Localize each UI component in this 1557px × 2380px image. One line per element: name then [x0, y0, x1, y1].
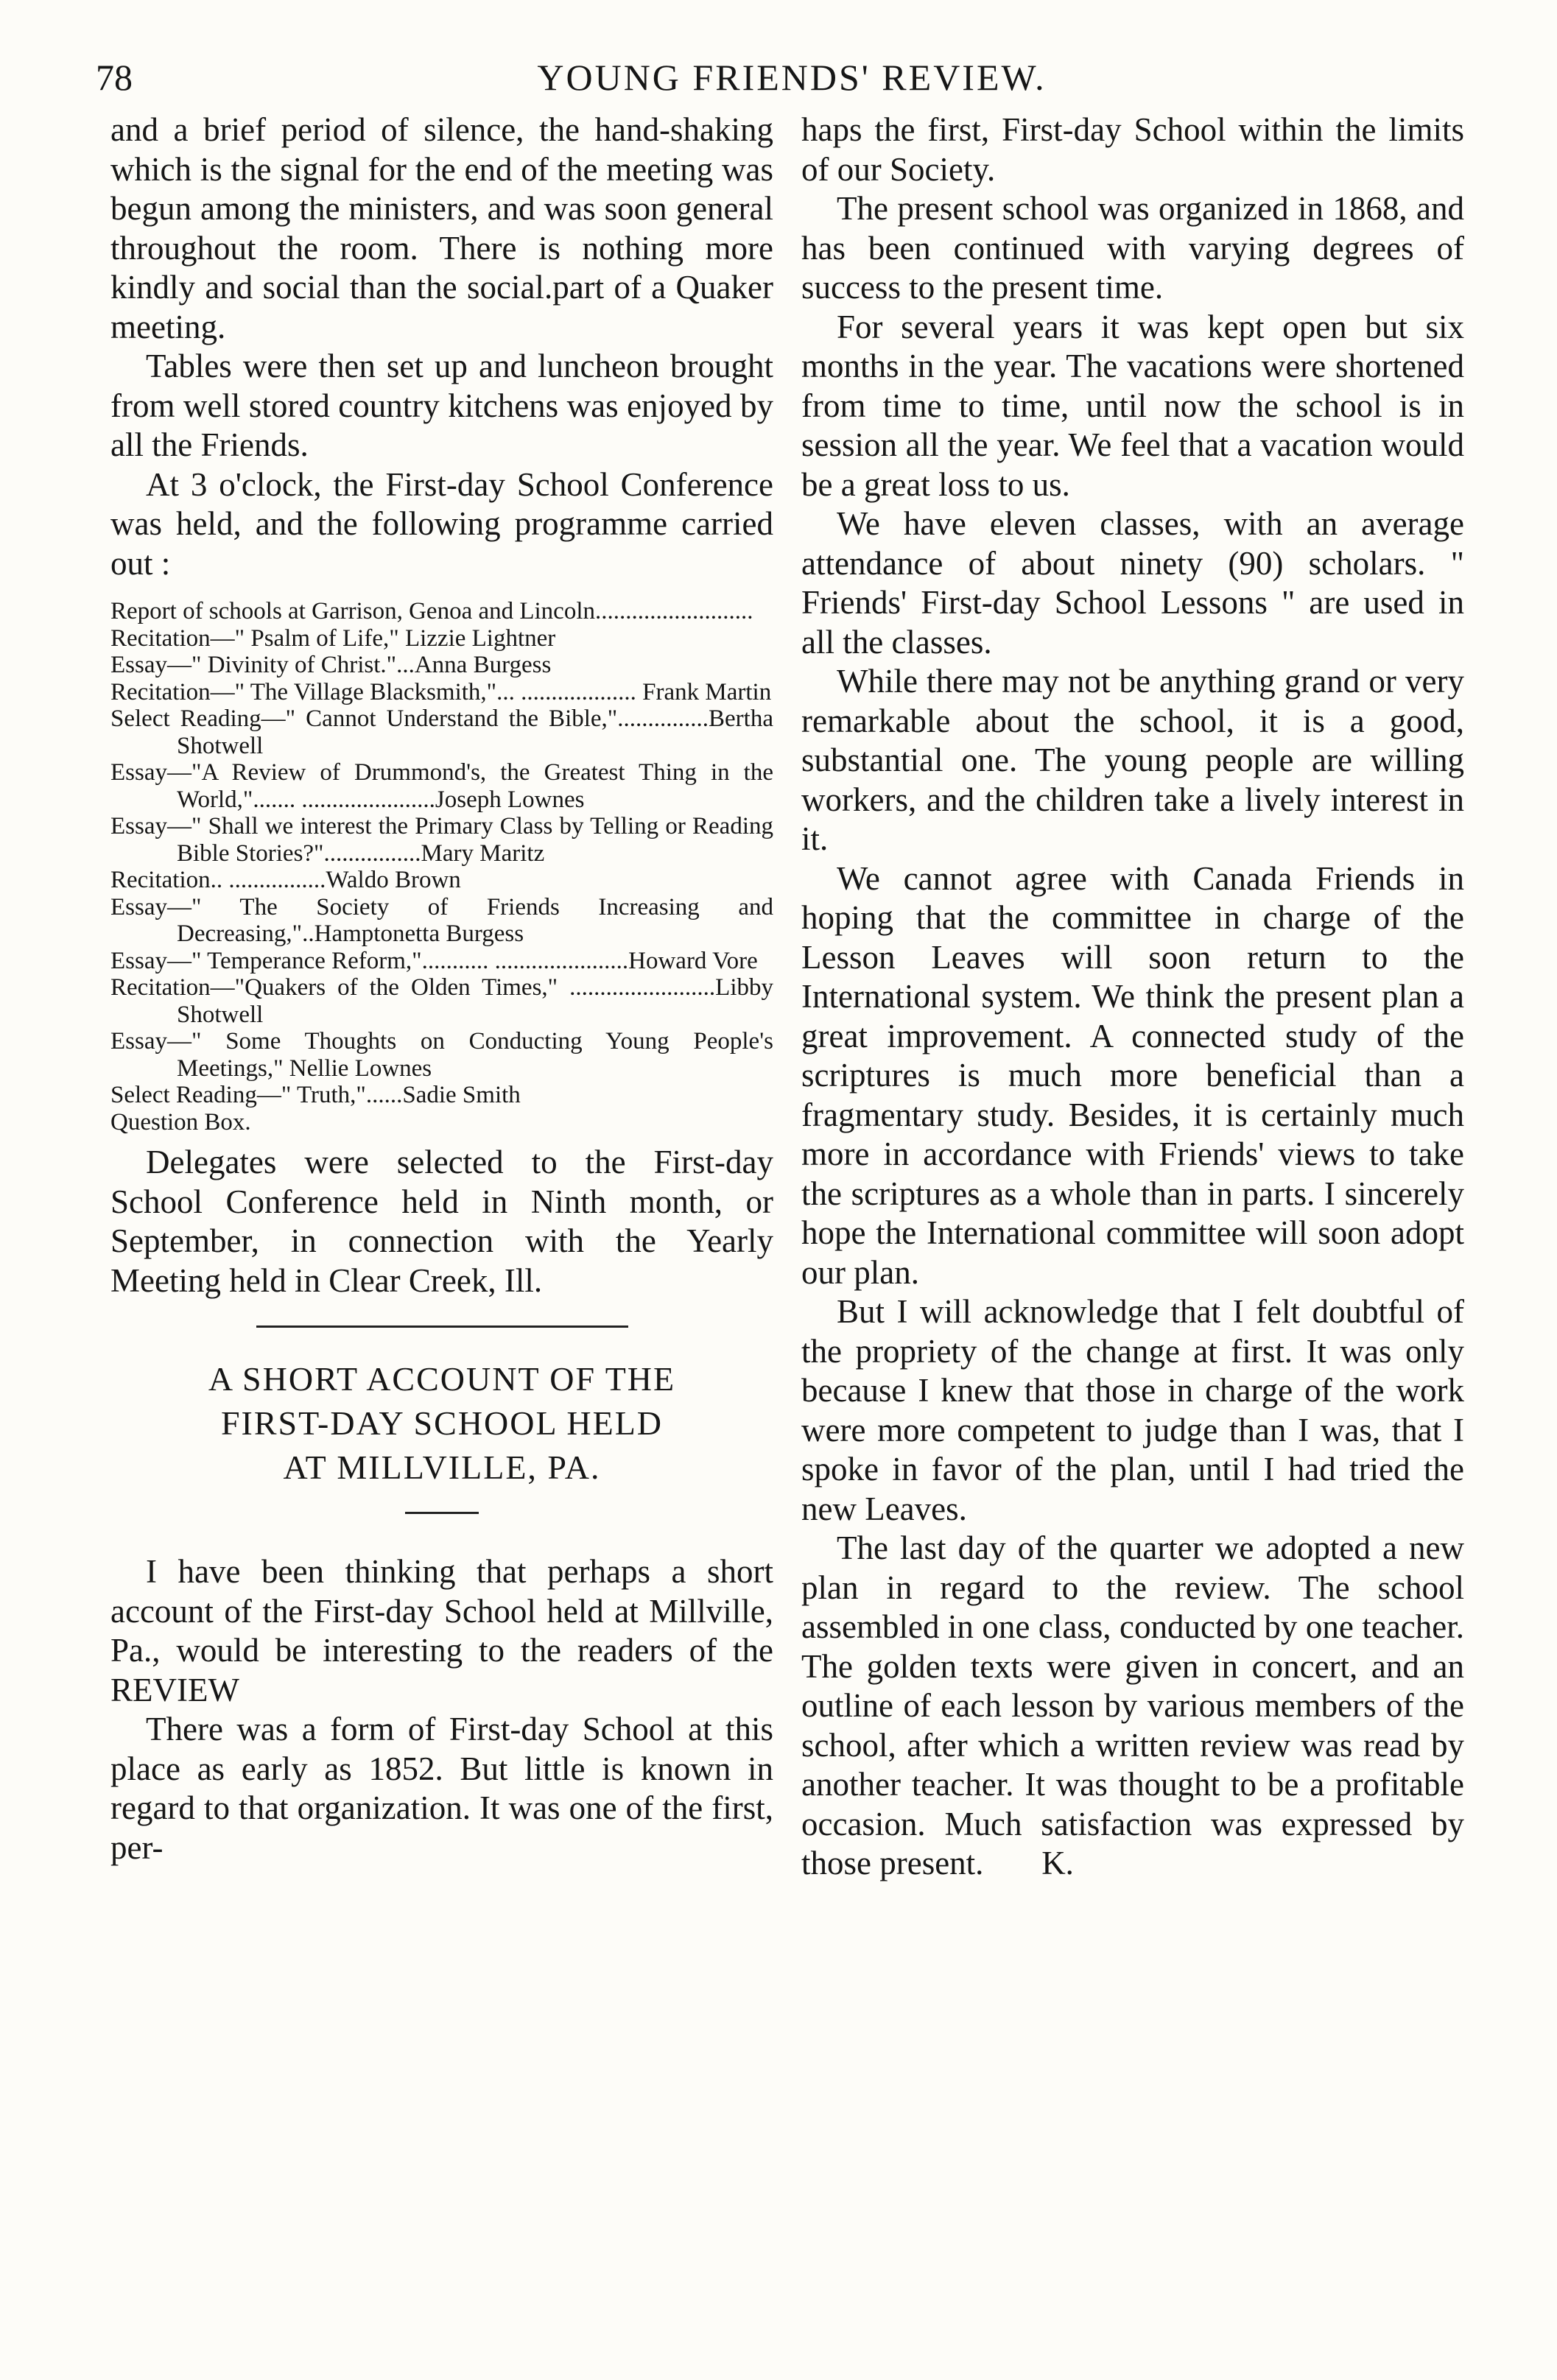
paragraph: I have been thinking that perhaps a short account of the First-day School held at Millville, Pa., would be interesting to the readers of the REVIEW	[110, 1553, 773, 1708]
programme-item: Select Reading—" Truth,"......Sadie Smith	[110, 1082, 521, 1108]
paragraph: There was a form of First-day School at this place as early as 1852. But little is known in regard to that organization. It was one of the first, per-	[110, 1711, 773, 1866]
programme-item: Recitation—" Psalm of Life," Lizzie Lightner	[110, 624, 556, 652]
programme-item: Essay—"A Review of Drummond's, the Greatest Thing in the World,"....... ......................Joseph Lownes	[110, 759, 773, 813]
paragraph: At 3 o'clock, the First-day School Conference was held, and the following programme carried out :	[110, 465, 773, 582]
article-title-line: A SHORT ACCOUNT OF THE	[208, 1360, 676, 1398]
paragraph: We have eleven classes, with an average attendance of about ninety (90) scholars. " Friends' First-day School Lessons " are used in all the classes.	[801, 505, 1464, 661]
section-divider	[256, 1325, 628, 1328]
page-header	[96, 44, 1488, 110]
right-column	[801, 110, 1464, 1884]
running-title: YOUNG FRIENDS' REVIEW.	[537, 57, 1047, 98]
paragraph: Delegates were selected to the First-day School Conference held in Ninth month, or September, in connection with the Yearly Meeting held in Clear Creek, Ill.	[110, 1144, 773, 1299]
paragraph: But I will acknowledge that I felt doubtful of the propriety of the change at first. It was only because I knew that those in charge of the work were more competent to judge than I was, that I spoke in favor of the plan, until I had tried the new Leaves.	[801, 1293, 1464, 1527]
paragraph: For several years it was kept open but six months in the year. The vacations were shortened from time to time, until now the school is in session all the year. We feel that a vacation would be a great loss to us.	[801, 308, 1464, 503]
programme-item: Question Box.	[110, 1108, 251, 1136]
programme-item: Essay—" Some Thoughts on Conducting Young People's Meetings," Nellie Lownes	[110, 1028, 773, 1082]
article-title-line: AT MILLVILLE, PA.	[283, 1448, 601, 1486]
programme-item: Essay—" Shall we interest the Primary Class by Telling or Reading Bible Stories?"................Mary Maritz	[110, 813, 773, 867]
programme-list	[110, 598, 773, 1136]
programme-item: Essay—" The Society of Friends Increasing and Decreasing,"..Hamptonetta Burgess	[110, 893, 773, 947]
programme-item: Report of schools at Garrison, Genoa and Lincoln..........................	[110, 598, 753, 624]
page-number: 78	[96, 57, 133, 98]
article-title-line: FIRST-DAY SCHOOL HELD	[220, 1404, 664, 1442]
programme-item: Select Reading—" Cannot Understand the Bible,"...............Bertha Shotwell	[110, 705, 773, 759]
article-title	[110, 1357, 773, 1490]
paragraph-text: The last day of the quarter we adopted a new plan in regard to the review. The school assembled in one class, conducted by one teacher. The golden texts were given in concert, and an outline of each lesson by various members of the school, after which a written review was read by another teacher. It was thought to be a profitable occasion. Much satisfaction was expressed by those present.	[801, 1529, 1464, 1881]
title-divider	[405, 1512, 479, 1514]
paragraph: We cannot agree with Canada Friends in hoping that the committee in charge of the Lesson Leaves will soon return to the International system. We think the present plan a great improvement. A connected study of the scriptures is much more beneficial than a fragmentary study. Besides, it is certainly much more in accordance with Friends' views to take the scriptures as a whole than in parts. I sincerely hope the International committee will soon adopt our plan.	[801, 859, 1464, 1291]
paragraph: haps the first, First-day School within the limits of our Society.	[801, 111, 1464, 188]
paragraph: While there may not be anything grand or very remarkable about the school, it is a good, substantial one. The young people are willing workers, and the children take a lively interest in it.	[801, 663, 1464, 857]
paragraph: and a brief period of silence, the hand-shaking which is the signal for the end of the meeting was begun among the ministers, and was soon general throughout the room. There is nothing more kindly and social than the social.part of a Quaker meeting.	[110, 111, 773, 345]
paragraph	[801, 1529, 1464, 1884]
programme-item: Recitation—"Quakers of the Olden Times," ........................Libby Shotwell	[110, 974, 773, 1028]
programme-item: Recitation.. ................Waldo Brown	[110, 867, 461, 893]
paragraph: The present school was organized in 1868, and has been continued with varying degrees of success to the present time.	[801, 190, 1464, 306]
left-column	[110, 110, 773, 1867]
programme-item: Essay—" Temperance Reform,"........... ......................Howard Vore	[110, 947, 758, 974]
paragraph: Tables were then set up and luncheon brought from well stored country kitchens was enjoyed by all the Friends.	[110, 348, 773, 463]
signature: K.	[1041, 1845, 1074, 1881]
programme-item: Recitation—" The Village Blacksmith,"... ................... Frank Martin	[110, 678, 772, 705]
programme-item: Essay—" Divinity of Christ."...Anna Burgess	[110, 652, 552, 678]
